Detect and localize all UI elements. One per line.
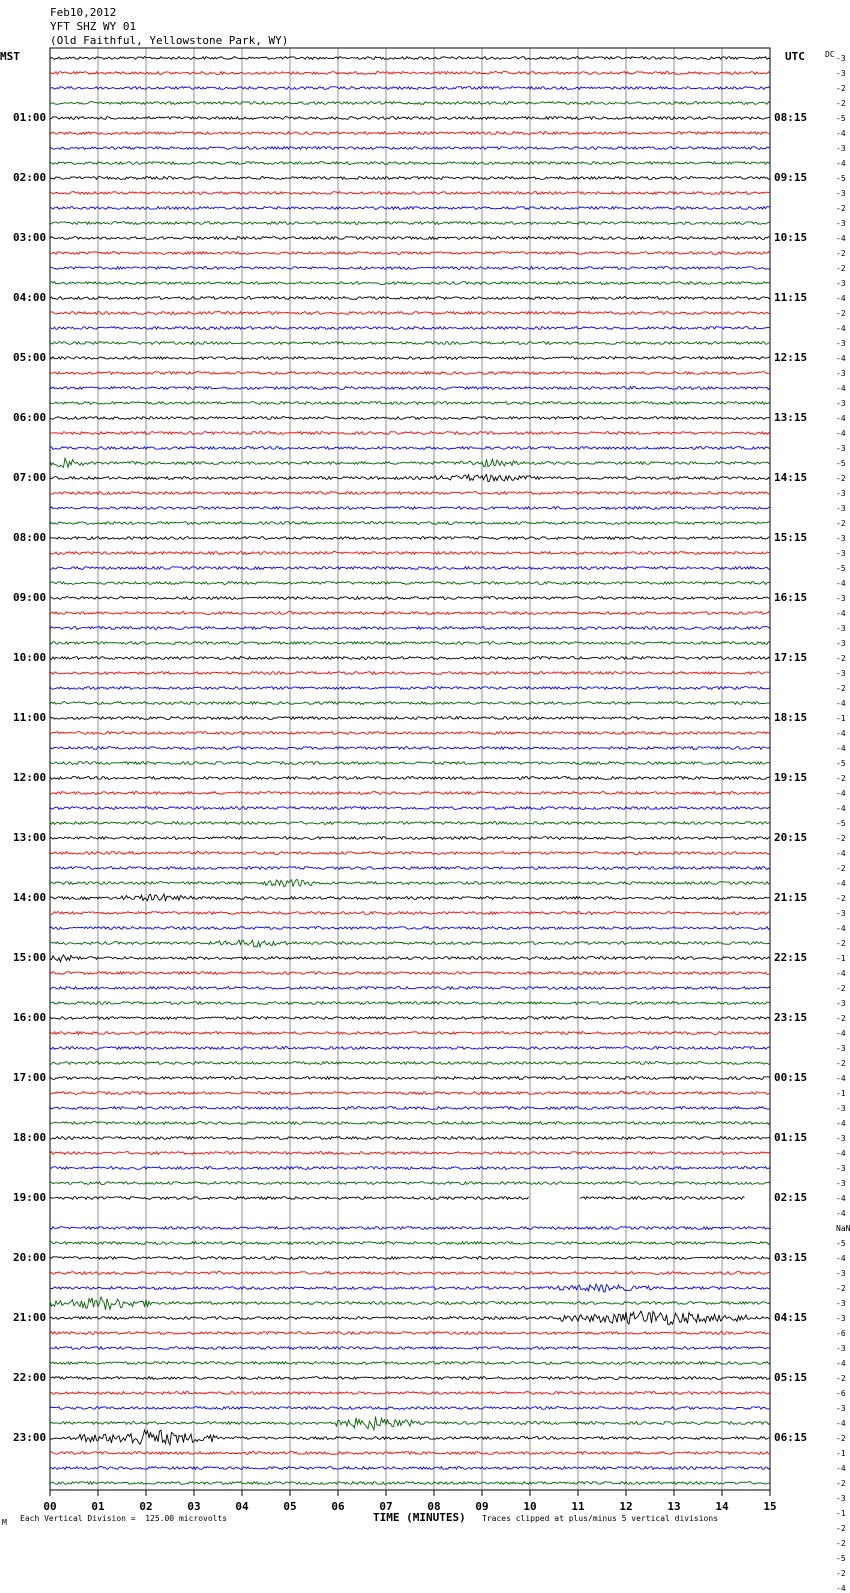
left-hour-label: 13:00 — [13, 831, 47, 844]
dc-offset-label: -2 — [836, 1569, 846, 1578]
right-hour-label: 13:15 — [774, 411, 808, 424]
trace-row-51 — [50, 822, 770, 825]
left-hour-label: 02:00 — [13, 171, 47, 184]
dc-offset-label: -5 — [836, 174, 846, 183]
left-hour-label: 07:00 — [13, 471, 47, 484]
dc-offset-label: -4 — [836, 924, 846, 933]
left-hour-label: 12:00 — [13, 771, 47, 784]
right-hour-label: 08:15 — [774, 111, 808, 124]
trace-row-59 — [50, 940, 770, 947]
trace-row-11 — [50, 222, 770, 225]
dc-offset-label: -2 — [836, 1014, 846, 1023]
dc-offset-label: -4 — [836, 579, 846, 588]
left-hour-label: 11:00 — [13, 711, 47, 724]
dc-offset-label: -3 — [836, 219, 846, 228]
trace-row-9 — [50, 192, 770, 195]
dc-offset-label: -2 — [836, 864, 846, 873]
dc-offset-label: -2 — [836, 654, 846, 663]
trace-row-22 — [50, 387, 770, 390]
left-timezone-label: MST — [0, 50, 20, 63]
dc-offset-label: -1 — [836, 1089, 846, 1098]
trace-row-75 — [50, 1182, 770, 1185]
dc-offset-label: -5 — [836, 759, 846, 768]
x-tick-label: 00 — [43, 1500, 57, 1513]
dc-offset-label: -3 — [836, 999, 846, 1008]
dc-offset-label: -2 — [836, 684, 846, 693]
x-tick-label: 12 — [619, 1500, 633, 1513]
trace-row-38 — [50, 627, 770, 630]
trace-row-12 — [50, 237, 770, 240]
dc-offset-label: -2 — [836, 834, 846, 843]
trace-row-66 — [50, 1047, 770, 1050]
trace-row-65 — [50, 1032, 770, 1035]
trace-row-29 — [50, 492, 770, 495]
dc-offset-label: -5 — [836, 114, 846, 123]
x-tick-label: 06 — [331, 1500, 345, 1513]
left-hour-label: 01:00 — [13, 111, 47, 124]
dc-offset-label: -4 — [836, 744, 846, 753]
dc-offset-label: NaN — [836, 1224, 850, 1233]
right-hour-label: 04:15 — [774, 1311, 808, 1324]
dc-offset-label: -3 — [836, 189, 846, 198]
dc-offset-label: -2 — [836, 1284, 846, 1293]
trace-row-76 — [50, 1197, 745, 1200]
trace-row-87 — [50, 1362, 770, 1365]
x-tick-label: 01 — [91, 1500, 105, 1513]
dc-offset-label: -3 — [836, 1044, 846, 1053]
dc-offset-label: -4 — [836, 849, 846, 858]
right-hour-label: 17:15 — [774, 651, 808, 664]
trace-row-83 — [50, 1297, 770, 1310]
dc-offset-label: -4 — [836, 234, 846, 243]
trace-row-14 — [50, 267, 770, 270]
trace-row-92 — [50, 1430, 770, 1445]
dc-offset-label: -3 — [836, 1104, 846, 1113]
dc-offset-label: -3 — [836, 69, 846, 78]
x-tick-label: 05 — [283, 1500, 297, 1513]
dc-offset-label: -5 — [836, 564, 846, 573]
dc-offset-label: -2 — [836, 474, 846, 483]
dc-offset-label: -4 — [836, 1029, 846, 1038]
dc-offset-label: -3 — [836, 534, 846, 543]
dc-offset-label: -2 — [836, 204, 846, 213]
dc-offset-label: -5 — [836, 1554, 846, 1563]
trace-row-63 — [50, 1002, 770, 1005]
dc-offset-label: -3 — [836, 549, 846, 558]
x-tick-label: 15 — [763, 1500, 777, 1513]
dc-offset-label: -3 — [836, 1404, 846, 1413]
x-tick-label: 11 — [571, 1500, 585, 1513]
dc-offset-label: -4 — [836, 609, 846, 618]
dc-offset-label: -3 — [836, 1269, 846, 1278]
dc-offset-label: -3 — [836, 1344, 846, 1353]
trace-row-45 — [50, 732, 770, 735]
dc-offset-label: -3 — [836, 624, 846, 633]
dc-offset-label: -1 — [836, 714, 846, 723]
dc-offset-label: -4 — [836, 699, 846, 708]
left-hour-label: 09:00 — [13, 591, 47, 604]
trace-row-42 — [50, 687, 770, 690]
trace-row-6 — [50, 147, 770, 150]
left-hour-label: 16:00 — [13, 1011, 47, 1024]
trace-row-25 — [50, 432, 770, 435]
dc-offset-label: -4 — [836, 354, 846, 363]
dc-offset-label: -3 — [836, 909, 846, 918]
trace-row-30 — [50, 507, 770, 510]
trace-row-13 — [50, 252, 770, 255]
dc-offset-label: -4 — [836, 804, 846, 813]
dc-offset-label: -3 — [836, 1494, 846, 1503]
dc-offset-label: -4 — [836, 384, 846, 393]
dc-offset-label: -3 — [836, 399, 846, 408]
trace-row-49 — [50, 792, 770, 795]
trace-row-27 — [50, 458, 770, 467]
dc-offset-label: -2 — [836, 1524, 846, 1533]
dc-offset-label: -3 — [836, 339, 846, 348]
trace-row-53 — [50, 852, 770, 855]
trace-row-81 — [50, 1272, 770, 1275]
right-hour-label: 15:15 — [774, 531, 808, 544]
dc-offset-label: -4 — [836, 429, 846, 438]
trace-row-24 — [50, 417, 770, 420]
trace-row-31 — [50, 522, 770, 525]
trace-row-32 — [50, 537, 770, 540]
x-tick-label: 07 — [379, 1500, 393, 1513]
dc-offset-label: -2 — [836, 1434, 846, 1443]
dc-offset-label: -4 — [836, 879, 846, 888]
trace-row-4 — [50, 117, 770, 120]
trace-row-80 — [50, 1257, 770, 1260]
trace-row-43 — [50, 702, 770, 705]
right-hour-label: 00:15 — [774, 1071, 808, 1084]
right-hour-label: 23:15 — [774, 1011, 808, 1024]
trace-row-94 — [50, 1467, 770, 1470]
right-hour-label: 03:15 — [774, 1251, 808, 1264]
left-hour-label: 15:00 — [13, 951, 47, 964]
dc-offset-label: -4 — [836, 324, 846, 333]
dc-offset-label: -4 — [836, 1254, 846, 1263]
right-hour-label: 22:15 — [774, 951, 808, 964]
trace-row-89 — [50, 1392, 770, 1395]
dc-offset-label: -3 — [836, 1134, 846, 1143]
trace-row-82 — [50, 1284, 770, 1292]
dc-offset-label: -3 — [836, 669, 846, 678]
right-hour-label: 14:15 — [774, 471, 808, 484]
dc-offset-label: -4 — [836, 969, 846, 978]
left-hour-label: 03:00 — [13, 231, 47, 244]
dc-offset-label: -3 — [836, 1164, 846, 1173]
trace-row-7 — [50, 162, 770, 165]
dc-offset-label: -4 — [836, 1464, 846, 1473]
trace-row-17 — [50, 312, 770, 315]
dc-offset-label: -2 — [836, 774, 846, 783]
dc-offset-label: -1 — [836, 954, 846, 963]
dc-offset-label: -2 — [836, 984, 846, 993]
trace-row-35 — [50, 582, 770, 585]
x-tick-label: 02 — [139, 1500, 153, 1513]
trace-row-1 — [50, 72, 770, 75]
dc-offset-label: -3 — [836, 444, 846, 453]
dc-offset-label: -3 — [836, 489, 846, 498]
x-tick-label: 08 — [427, 1500, 441, 1513]
left-hour-label: 05:00 — [13, 351, 47, 364]
right-hour-label: 20:15 — [774, 831, 808, 844]
dc-offset-label: -4 — [836, 1209, 846, 1218]
trace-row-47 — [50, 762, 770, 765]
trace-row-48 — [50, 777, 770, 780]
trace-row-36 — [50, 597, 770, 600]
dc-offset-label: -4 — [836, 1419, 846, 1428]
x-tick-label: 04 — [235, 1500, 249, 1513]
trace-row-67 — [50, 1062, 770, 1065]
trace-row-5 — [50, 132, 770, 135]
dc-offset-label: -3 — [836, 279, 846, 288]
station-code: YFT SHZ WY 01 — [50, 20, 137, 33]
trace-row-16 — [50, 297, 770, 300]
dc-offset-label: -6 — [836, 1389, 846, 1398]
dc-offset-label: -4 — [836, 414, 846, 423]
trace-row-55 — [50, 880, 770, 887]
dc-header: DC — [825, 50, 835, 59]
right-hour-label: 10:15 — [774, 231, 808, 244]
trace-row-18 — [50, 327, 770, 330]
dc-offset-label: -4 — [836, 729, 846, 738]
dc-offset-label: -3 — [836, 1299, 846, 1308]
dc-offset-label: -4 — [836, 1074, 846, 1083]
left-hour-label: 21:00 — [13, 1311, 47, 1324]
dc-offset-label: -1 — [836, 1509, 846, 1518]
trace-row-64 — [50, 1017, 770, 1020]
trace-row-61 — [50, 972, 770, 975]
trace-row-8 — [50, 177, 770, 180]
trace-row-41 — [50, 672, 770, 675]
x-axis-title: TIME (MINUTES) — [373, 1511, 466, 1524]
trace-row-46 — [50, 747, 770, 750]
trace-row-68 — [50, 1077, 770, 1080]
dc-offset-label: -3 — [836, 1314, 846, 1323]
trace-row-93 — [50, 1452, 770, 1455]
trace-row-91 — [50, 1417, 770, 1430]
trace-row-52 — [50, 837, 770, 840]
trace-row-56 — [50, 894, 770, 901]
trace-row-54 — [50, 867, 770, 870]
trace-row-70 — [50, 1107, 770, 1110]
trace-row-50 — [50, 807, 770, 810]
right-hour-label: 09:15 — [774, 171, 808, 184]
dc-offset-label: -5 — [836, 459, 846, 468]
trace-row-72 — [50, 1137, 770, 1140]
trace-row-15 — [50, 282, 770, 285]
dc-offset-label: -2 — [836, 84, 846, 93]
left-hour-label: 08:00 — [13, 531, 47, 544]
x-tick-label: 03 — [187, 1500, 201, 1513]
scale-note: Each Vertical Division = 125.00 microvolts — [20, 1514, 228, 1523]
dc-offset-label: -2 — [836, 99, 846, 108]
trace-row-26 — [50, 447, 770, 450]
trace-row-86 — [50, 1347, 770, 1350]
dc-offset-label: -3 — [836, 1179, 846, 1188]
trace-row-44 — [50, 717, 770, 720]
dc-offset-label: -2 — [836, 939, 846, 948]
trace-row-84 — [50, 1311, 770, 1325]
dc-offset-label: -4 — [836, 789, 846, 798]
trace-row-21 — [50, 372, 770, 375]
dc-offset-label: -2 — [836, 1374, 846, 1383]
right-hour-label: 06:15 — [774, 1431, 808, 1444]
trace-row-23 — [50, 402, 770, 405]
trace-row-73 — [50, 1152, 770, 1155]
x-tick-label: 10 — [523, 1500, 537, 1513]
x-tick-label: 13 — [667, 1500, 681, 1513]
left-hour-label: 10:00 — [13, 651, 47, 664]
trace-row-69 — [50, 1092, 770, 1095]
corner-mark: M — [2, 1518, 7, 1527]
trace-row-40 — [50, 657, 770, 660]
trace-row-2 — [50, 87, 770, 90]
dc-offset-label: -2 — [836, 1539, 846, 1548]
dc-offset-label: -4 — [836, 294, 846, 303]
trace-row-34 — [50, 567, 770, 570]
dc-offset-label: -5 — [836, 819, 846, 828]
trace-row-85 — [50, 1332, 770, 1335]
trace-row-19 — [50, 342, 770, 345]
right-hour-label: 05:15 — [774, 1371, 808, 1384]
dc-offset-label: -3 — [836, 144, 846, 153]
right-hour-label: 12:15 — [774, 351, 808, 364]
left-hour-label: 22:00 — [13, 1371, 47, 1384]
dc-offset-label: -4 — [836, 1359, 846, 1368]
trace-row-74 — [50, 1167, 770, 1170]
trace-row-62 — [50, 987, 770, 990]
dc-offset-label: -4 — [836, 1584, 846, 1593]
clip-note: Traces clipped at plus/minus 5 vertical divisions — [482, 1514, 719, 1523]
dc-offset-label: -3 — [836, 639, 846, 648]
dc-offset-label: -2 — [836, 264, 846, 273]
dc-offset-label: -2 — [836, 309, 846, 318]
x-tick-label: 14 — [715, 1500, 729, 1513]
right-hour-label: 11:15 — [774, 291, 808, 304]
dc-offset-label: -3 — [836, 504, 846, 513]
right-hour-label: 16:15 — [774, 591, 808, 604]
plot-date: Feb10,2012 — [50, 6, 117, 19]
dc-offset-label: -2 — [836, 1479, 846, 1488]
left-hour-label: 19:00 — [13, 1191, 47, 1204]
trace-row-95 — [50, 1482, 770, 1485]
dc-offset-label: -2 — [836, 1059, 846, 1068]
dc-offset-label: -2 — [836, 519, 846, 528]
dc-offset-label: -1 — [836, 1449, 846, 1458]
dc-offset-label: -4 — [836, 1119, 846, 1128]
left-hour-label: 17:00 — [13, 1071, 47, 1084]
trace-row-71 — [50, 1122, 770, 1125]
dc-offset-label: -3 — [836, 594, 846, 603]
trace-row-79 — [50, 1242, 770, 1245]
left-hour-label: 06:00 — [13, 411, 47, 424]
trace-row-10 — [50, 207, 770, 210]
trace-row-33 — [50, 552, 770, 555]
left-hour-label: 14:00 — [13, 891, 47, 904]
right-hour-label: 21:15 — [774, 891, 808, 904]
right-hour-label: 19:15 — [774, 771, 808, 784]
trace-row-28 — [50, 474, 770, 481]
dc-offset-label: -3 — [836, 369, 846, 378]
trace-row-37 — [50, 612, 770, 615]
trace-row-60 — [50, 955, 770, 962]
trace-row-90 — [50, 1407, 770, 1410]
trace-row-39 — [50, 642, 770, 645]
left-hour-label: 20:00 — [13, 1251, 47, 1264]
station-location: (Old Faithful, Yellowstone Park, WY) — [50, 34, 289, 47]
dc-offset-label: -4 — [836, 159, 846, 168]
dc-offset-label: -4 — [836, 1149, 846, 1158]
dc-offset-label: -3 — [836, 54, 846, 63]
right-hour-label: 02:15 — [774, 1191, 808, 1204]
trace-row-78 — [50, 1227, 770, 1230]
dc-offset-label: -5 — [836, 1239, 846, 1248]
left-hour-label: 23:00 — [13, 1431, 47, 1444]
trace-row-57 — [50, 912, 770, 915]
trace-row-58 — [50, 927, 770, 930]
dc-offset-label: -2 — [836, 249, 846, 258]
x-tick-label: 09 — [475, 1500, 489, 1513]
right-hour-label: 01:15 — [774, 1131, 808, 1144]
dc-offset-label: -4 — [836, 1194, 846, 1203]
right-timezone-label: UTC — [785, 50, 805, 63]
trace-row-0 — [50, 57, 770, 60]
trace-row-3 — [50, 102, 770, 105]
left-hour-label: 18:00 — [13, 1131, 47, 1144]
trace-row-88 — [50, 1377, 770, 1380]
right-hour-label: 18:15 — [774, 711, 808, 724]
trace-row-20 — [50, 357, 770, 360]
dc-offset-label: -2 — [836, 894, 846, 903]
dc-offset-label: -4 — [836, 129, 846, 138]
left-hour-label: 04:00 — [13, 291, 47, 304]
dc-offset-label: -6 — [836, 1329, 846, 1338]
